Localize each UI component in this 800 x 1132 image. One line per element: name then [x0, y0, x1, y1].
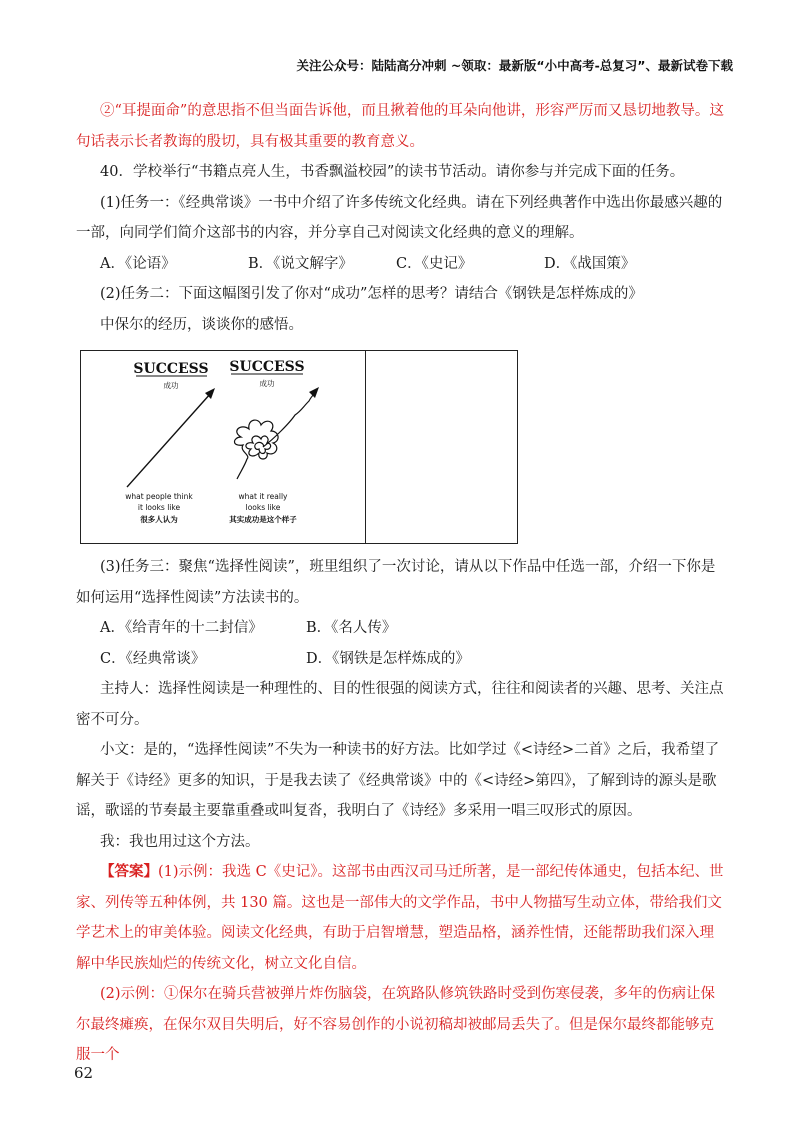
- task1-options: [76, 249, 726, 280]
- task3-options-row1: [76, 613, 726, 644]
- answer-label: 【答案】: [100, 863, 158, 880]
- page-content: [76, 96, 726, 1071]
- task3-option-c: C．《经典常谈》: [100, 650, 206, 667]
- task3-option-a: A．《给青年的十二封信》: [100, 620, 263, 636]
- question-stem: 40．学校举行“书籍点亮人生，书香飘溢校园”的读书节活动。请你参与并完成下面的任务。: [100, 164, 685, 180]
- page-number: 62: [74, 1064, 94, 1082]
- success-illustration: [81, 351, 366, 543]
- left-title: SUCCESS: [133, 361, 209, 377]
- success-figure: [80, 350, 518, 544]
- left-caption-1: what people think: [125, 492, 193, 501]
- right-subtitle: 成功: [259, 379, 275, 388]
- success-illustration-svg: [81, 351, 365, 543]
- left-caption-2: it looks like: [137, 503, 181, 512]
- task3-option-b: B．《名人传》: [306, 620, 397, 636]
- left-subtitle: 成功: [163, 381, 179, 390]
- left-caption-3: 很多人认为: [140, 515, 178, 524]
- xiaowen-statement: 小文：是的，“选择性阅读”不失为一种读书的好方法。比如学过《<诗经>二首》之后，我希望了解关于《诗经》更多的知识，于是我去读了《经典常谈》中的《<诗经>第四》，了解到诗的源头是歌谣，歌谣的节奏最主要靠重叠或叫复沓，我明白了《诗经》多采用一唱三叹形式的原因。: [76, 742, 720, 819]
- task1-option-d: D．《战国策》: [544, 255, 636, 272]
- right-caption-3: 其实成功是这个样子: [229, 515, 297, 524]
- tangled-success-path: [235, 393, 316, 479]
- straight-arrow-line: [127, 393, 211, 487]
- host-statement: 主持人：选择性阅读是一种理性的、目的性很强的阅读方式，往往和阅读者的兴趣、思考、关注点密不可分。: [76, 681, 724, 728]
- task3-options-row2: [76, 644, 726, 675]
- previous-answer: ②“耳提面命”的意思指不但当面告诉他，而且揪着他的耳朵向他讲，形容严厉而又恳切地教导。这句话表示长者教诲的殷切，具有极其重要的教育意义。: [76, 103, 724, 150]
- task1-option-b: B．《说文解字》: [248, 255, 353, 272]
- task1-text: (1)任务一：《经典常谈》一书中介绍了许多传统文化经典。请在下列经典著作中选出你最感兴趣的一部，向同学们简介这部书的内容，并分享自己对阅读文化经典的意义的理解。: [76, 194, 723, 241]
- task2-line2: 中保尔的经历，谈谈你的感悟。: [100, 316, 303, 333]
- task3-option-d: D．《钢铁是怎样炼成的》: [306, 650, 470, 667]
- task2-line1: (2)任务二：下面这幅图引发了你对“成功”怎样的思考？请结合《钢铁是怎样炼成的》: [100, 286, 643, 302]
- task1-option-a: A．《论语》: [100, 255, 176, 272]
- task3-text: (3)任务三：聚焦“选择性阅读”，班里组织了一次讨论，请从以下作品中任选一部，介绍一下你是如何运用“选择性阅读”方法读书的。: [76, 559, 716, 606]
- right-caption-1: what it really: [238, 492, 288, 501]
- me-statement: 我：我也用过这个方法。: [100, 833, 260, 850]
- page-header: 关注公众号：陆陆高分冲刺 ~领取：最新版“小中高考-总复习”、最新试卷下载: [296, 58, 733, 73]
- task1-option-c: C．《史记》: [396, 255, 473, 272]
- answer-part1: [76, 857, 726, 979]
- figure-empty-cell: [366, 351, 517, 543]
- tangled-arrow-head: [309, 387, 319, 398]
- answer-part2: (2)示例：①保尔在骑兵营被弹片炸伤脑袋，在筑路队修筑铁路时受到伤寒侵袭，多年的伤病让保尔最终瘫痪，在保尔双目失明后，好不容易创作的小说初稿却被邮局丢失了。但是保尔最终都能够克服一个: [76, 986, 716, 1063]
- right-title: SUCCESS: [229, 359, 305, 375]
- answer-part1-text: (1)示例：我选 C《史记》。这部书由西汉司马迁所著，是一部纪传体通史，包括本纪、世家、列传等五种体例，共 130 篇。这也是一部伟大的文学作品，书中人物描写生动立体，带给我们文学艺术上的审美体验。阅读文化经典，有助于启智增慧，塑造品格，涵养性情，还能帮助我们深入理解中华民族灿烂的传统文化，树立文化自信。: [76, 864, 724, 972]
- right-caption-2: looks like: [245, 503, 281, 512]
